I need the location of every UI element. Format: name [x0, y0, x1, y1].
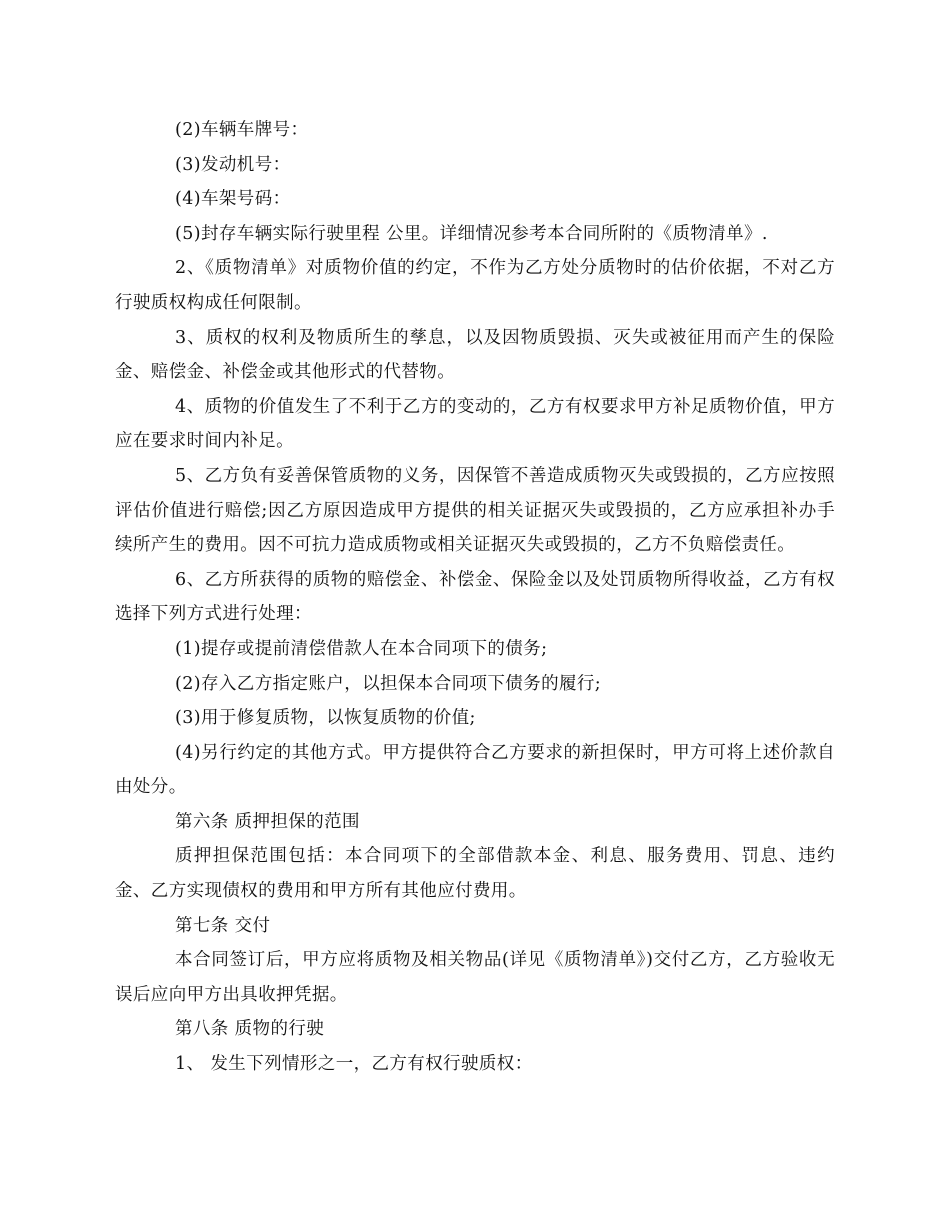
paragraph-mileage: (5)封存车辆实际行驶里程 公里。详细情况参考本合同所附的《质物清单》. [175, 223, 768, 244]
paragraph-frame-number: (4)车架号码： [175, 189, 291, 210]
paragraph-clause-3: 3、质权的权利及物质所生的孳息，以及因物质毁损、灭失或被征用而产生的保险金、赔偿金、补偿金或其他形式的代替物。 [115, 327, 835, 383]
section-heading-article-7: 第七条 交付 [175, 915, 271, 936]
document-body [115, 113, 835, 1082]
paragraph-option-4: (4)另行约定的其他方式。甲方提供符合乙方要求的新担保时，甲方可将上述价款自由处分。 [115, 742, 835, 798]
paragraph-option-2: (2)存入乙方指定账户，以担保本合同项下债务的履行; [175, 673, 602, 694]
paragraph-plate-number: (2)车辆车牌号： [175, 120, 309, 140]
paragraph-clause-6: 6、乙方所获得的质物的赔偿金、补偿金、保险金以及处罚质物所得收益，乙方有权选择下列方式进行处理： [115, 569, 835, 625]
paragraph-engine-number: (3)发动机号： [175, 154, 291, 175]
paragraph-article-8-item-1: 1、 发生下列情形之一，乙方有权行驶质权： [175, 1054, 533, 1075]
paragraph-article-6-body: 质押担保范围包括：本合同项下的全部借款本金、利息、服务费用、罚息、违约金、乙方实现债权的费用和甲方所有其他应付费用。 [115, 846, 835, 902]
section-heading-article-8: 第八条 质物的行驶 [175, 1019, 325, 1040]
paragraph-option-1: (1)提存或提前清偿借款人在本合同项下的债务; [175, 638, 548, 659]
paragraph-clause-2: 2、《质物清单》对质物价值的约定，不作为乙方处分质物时的估价依据，不对乙方行驶质权构成任何限制。 [115, 258, 835, 313]
section-heading-article-6: 第六条 质押担保的范围 [175, 811, 360, 832]
paragraph-option-3: (3)用于修复质物，以恢复质物的价值; [175, 708, 476, 729]
paragraph-article-7-body: 本合同签订后，甲方应将质物及相关物品(详见《质物清单》)交付乙方，乙方验收无误后应向甲方出具收押凭据。 [115, 950, 835, 1005]
paragraph-clause-5: 5、乙方负有妥善保管质物的义务，因保管不善造成质物灭失或毁损的，乙方应按照评估价值进行赔偿;因乙方原因造成甲方提供的相关证据灭失或毁损的，乙方应承担补办手续所产生的费用。因不可抗力造成质物或相关证据灭失或毁损的，乙方不负赔偿责任。 [115, 465, 835, 556]
paragraph-clause-4: 4、质物的价值发生了不利于乙方的变动的，乙方有权要求甲方补足质物价值，甲方应在要求时间内补足。 [115, 396, 835, 452]
